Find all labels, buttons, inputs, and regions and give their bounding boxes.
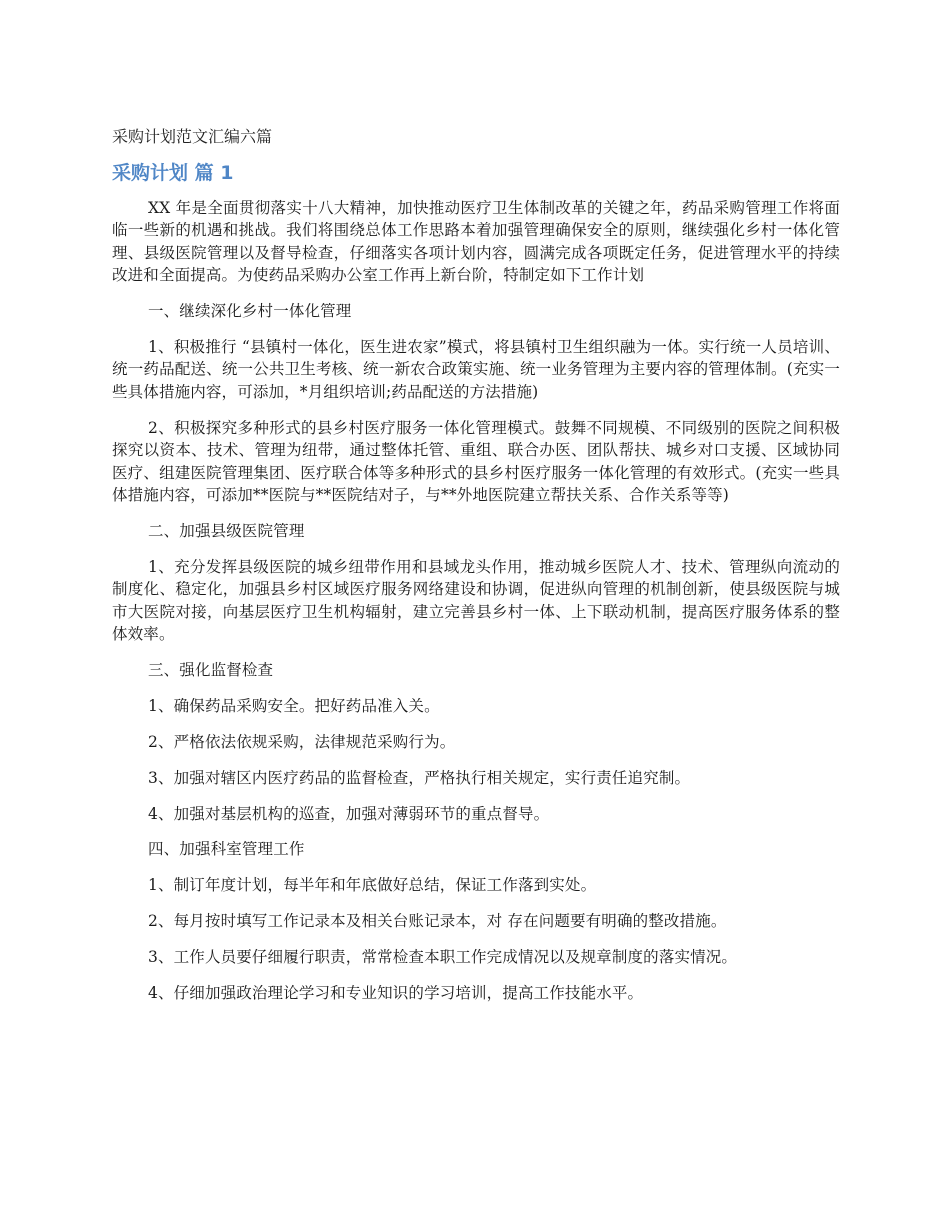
paragraph-2-1: 1、充分发挥县级医院的城乡纽带作用和县域龙头作用，推动城乡医院人才、技术、管理纵向流动的制度化、稳定化，加强县乡村区域医疗服务网络建设和协调，促进纵向管理的机制创新，使县级医院与城市大医院对接，向基层医疗卫生机构辐射，建立完善县乡村一体、上下联动机制，提高医疗服务体系的整体效率。 [112,557,840,643]
heading-part-1: 一、继续深化乡村一体化管理 [148,302,352,321]
paragraph-3-4: 4、加强对基层机构的巡查，加强对薄弱环节的重点督导。 [148,804,550,823]
heading-part-2: 二、加强县级医院管理 [148,521,305,540]
heading-part-4: 四、加强科室管理工作 [148,840,305,859]
paragraph-3-1: 1、确保药品采购安全。把好药品准入关。 [148,696,440,715]
paragraph-4-1: 1、制订年度计划，每半年和年底做好总结，保证工作落到实处。 [148,876,597,895]
paragraph-4-4: 4、仔细加强政治理论学习和专业知识的学习培训，提高工作技能水平。 [148,984,644,1003]
document-title: 采购计划范文汇编六篇 [112,127,273,146]
paragraph-4-3: 3、工作人员要仔细履行职责，常常检查本职工作完成情况以及规章制度的落实情况。 [148,948,738,967]
paragraph-3-3: 3、加强对辖区内医疗药品的监督检查，严格执行相关规定，实行责任追究制。 [148,768,691,787]
paragraph-3-2: 2、严格依法依规采购，法律规范采购行为。 [148,732,456,751]
paragraph-1-2: 2、积极探究多种形式的县乡村医疗服务一体化管理模式。鼓舞不同规模、不同级别的医院之间积极探究以资本、技术、管理为纽带，通过整体托管、重组、联合办医、团队帮扶、城乡对口支援、区域协同医疗、组建医院管理集团、医疗联合体等多种形式的县乡村医疗服务一体化管理的有效形式。(充实一些具体措施内容，可添加**医院与**医院结对子，与**外地医院建立帮扶关系、合作关系等等) [112,418,840,504]
paragraph-intro: XX 年是全面贯彻落实十八大精神，加快推动医疗卫生体制改革的关键之年，药品采购管理工作将面临一些新的机遇和挑战。我们将围绕总体工作思路本着加强管理确保安全的原则，继续强化乡村一体化管理、县级医院管理以及督导检查，仔细落实各项计划内容，圆满完成各项既定任务，促进管理水平的持续改进和全面提高。为使药品采购办公室工作再上新台阶，特制定如下工作计划 [112,199,840,285]
section-heading: 采购计划 篇 1 [112,162,234,184]
paragraph-1-1: 1、积极推行 “县镇村一体化，医生进农家”模式，将县镇村卫生组织融为一体。实行统一人员培训、统一药品配送、统一公共卫生考核、统一新农合政策实施、统一业务管理为主要内容的管理体制。(充实一些具体措施内容，可添加，*月组织培训;药品配送的方法措施) [112,338,840,401]
document-page [112,126,840,1018]
heading-part-3: 三、强化监督检查 [148,660,274,679]
paragraph-4-2: 2、每月按时填写工作记录本及相关台账记录本，对 存在问题要有明确的整改措施。 [148,912,727,931]
